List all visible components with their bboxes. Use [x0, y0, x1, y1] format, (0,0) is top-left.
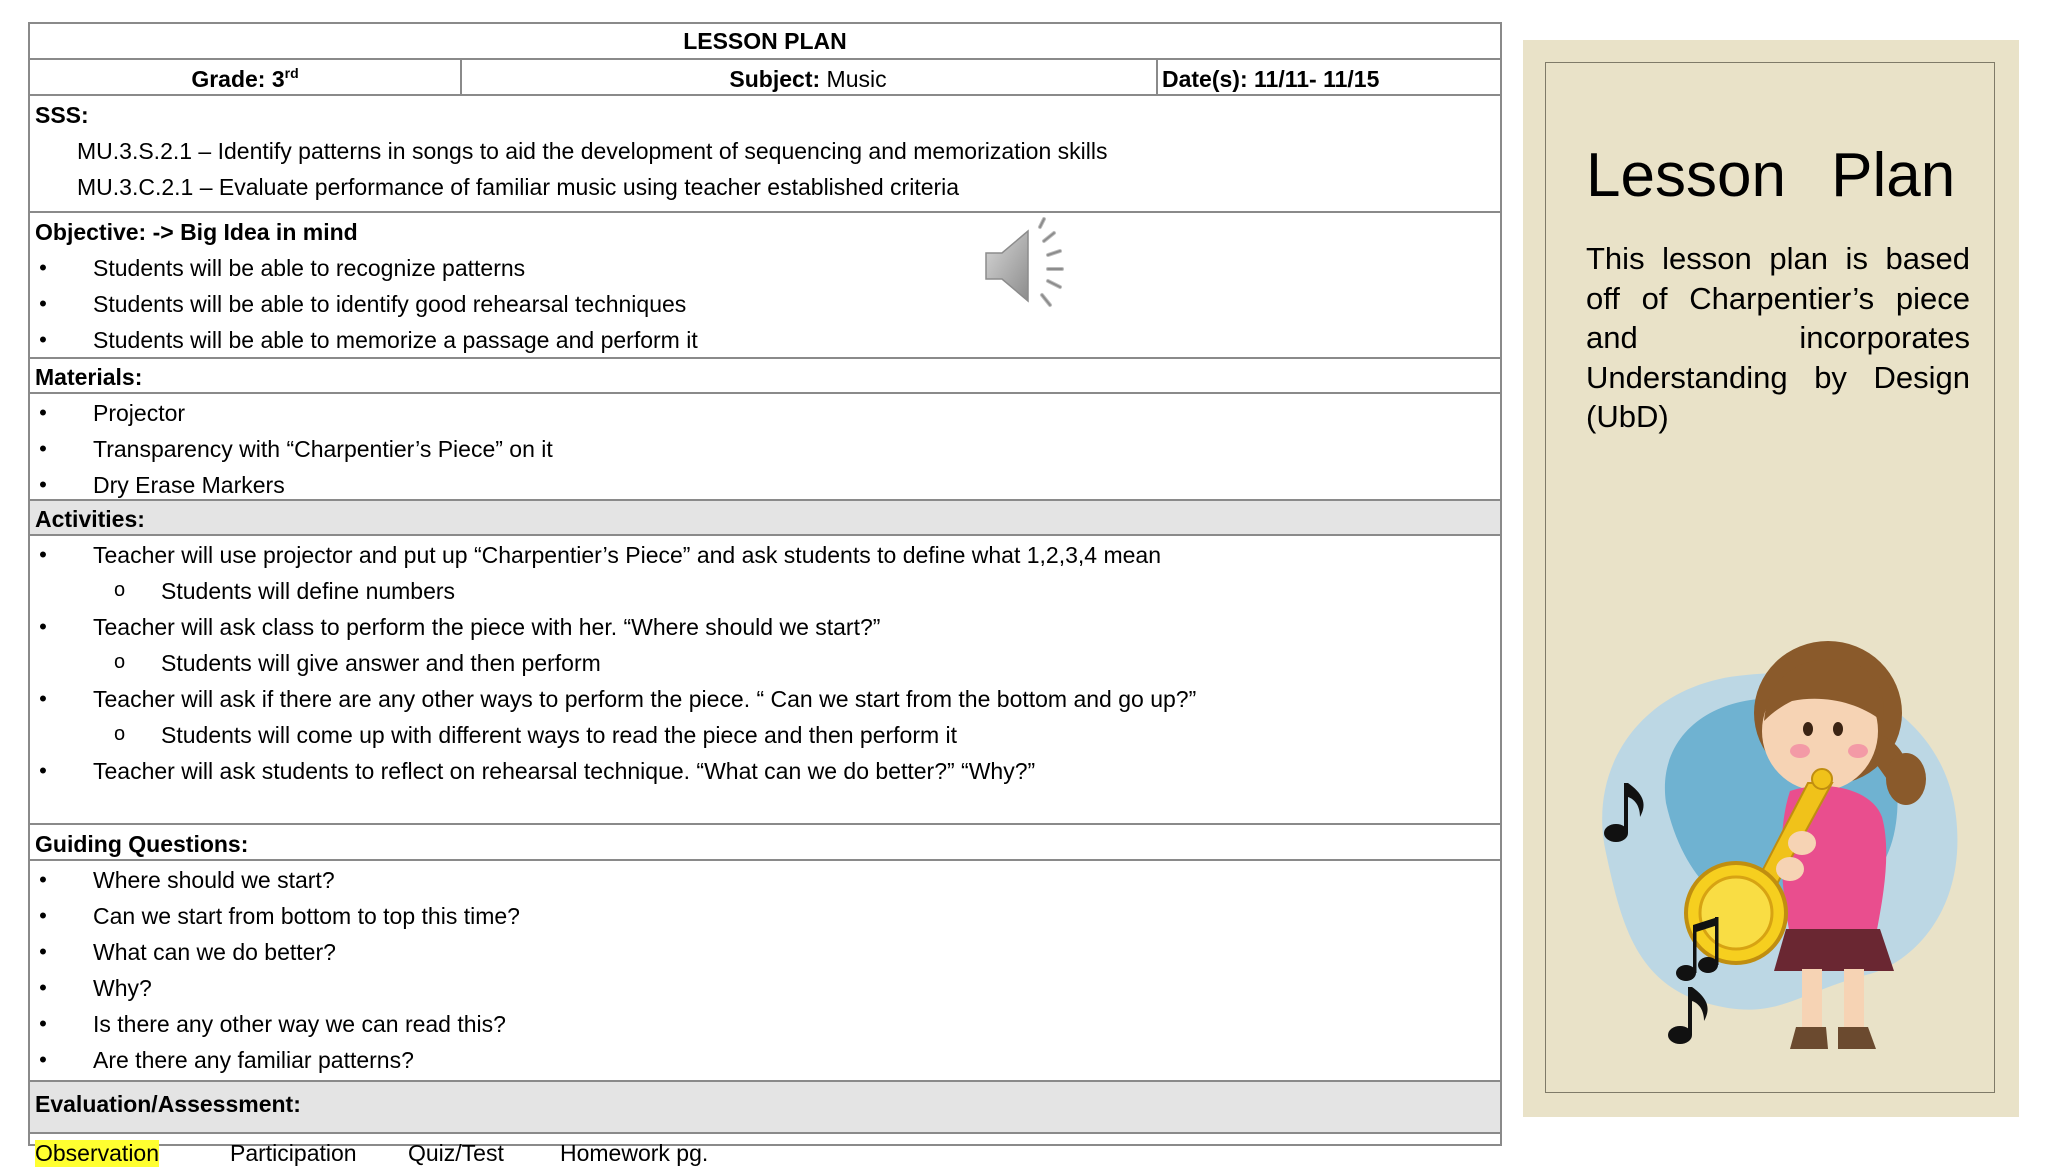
materials-item: Projector	[93, 400, 186, 426]
sss-heading: SSS:	[35, 102, 89, 128]
activity-item: Teacher will ask if there are any other ways to perform the piece. “ Can we start from the bottom and go up?”	[93, 686, 1197, 712]
sub-bullet: o	[114, 651, 126, 673]
activity-item: Teacher will use projector and put up “Charpentier’s Piece” and ask students to define what 1,2,3,4 mean	[93, 542, 1161, 568]
cell-divider	[1156, 60, 1158, 94]
activity-sub-item: Students will define numbers	[161, 578, 456, 604]
evaluation-option-homework: Homework pg.	[560, 1140, 709, 1166]
sss-standard: MU.3.S.2.1 – Identify patterns in songs to aid the development of sequencing and memorization skills	[77, 138, 1108, 164]
evaluation-options-row	[30, 1132, 1500, 1168]
bullet: •	[39, 975, 47, 1000]
guiding-question: Why?	[93, 975, 152, 1001]
bullet: •	[39, 255, 47, 280]
materials-heading: Materials:	[35, 364, 143, 390]
objective-section	[30, 211, 1500, 357]
evaluation-option-observation: Observation	[35, 1140, 160, 1166]
bullet: •	[39, 939, 47, 964]
side-panel-title: Lesson Plan	[1586, 141, 1956, 210]
speaker-icon[interactable]	[978, 217, 1074, 313]
evaluation-heading: Evaluation/Assessment:	[35, 1091, 301, 1117]
materials-section	[30, 392, 1500, 499]
evaluation-option-participation: Participation	[230, 1140, 357, 1166]
bullet: •	[39, 436, 47, 461]
guiding-question: Can we start from bottom to top this time?	[93, 903, 520, 929]
lesson-plan-table	[28, 22, 1502, 1166]
bullet: •	[39, 472, 47, 497]
evaluation-option-quiz-test: Quiz/Test	[408, 1140, 504, 1166]
bullet: •	[39, 758, 47, 783]
bullet: •	[39, 1011, 47, 1036]
sub-bullet: o	[114, 723, 126, 745]
materials-heading-row	[30, 357, 1500, 392]
guiding-questions-heading-row	[30, 823, 1500, 859]
bullet: •	[39, 1047, 47, 1072]
grade-cell	[30, 65, 460, 92]
grade-superscript: rd	[284, 65, 299, 81]
title-row	[30, 24, 1500, 58]
activity-sub-item: Students will give answer and then perform	[161, 650, 601, 676]
side-panel-frame	[1545, 62, 1995, 1093]
bullet: •	[39, 542, 47, 567]
subject-cell	[460, 68, 1156, 91]
activity-item: Teacher will ask students to reflect on rehearsal technique. “What can we do better?” “Why?”	[93, 758, 1036, 784]
activity-sub-item: Students will come up with different ways to read the piece and then perform it	[161, 722, 958, 748]
activity-item: Teacher will ask class to perform the piece with her. “Where should we start?”	[93, 614, 881, 640]
sss-standard: MU.3.C.2.1 – Evaluate performance of familiar music using teacher established criteria	[77, 174, 960, 200]
objective-item: Students will be able to identify good rehearsal techniques	[93, 291, 687, 317]
bullet: •	[39, 327, 47, 352]
guiding-question: Where should we start?	[93, 867, 335, 893]
materials-item: Dry Erase Markers	[93, 472, 285, 498]
guiding-question: Is there any other way we can read this?	[93, 1011, 506, 1037]
side-panel	[1523, 40, 2019, 1117]
objective-item: Students will be able to memorize a passage and perform it	[93, 327, 698, 353]
lesson-plan-title: LESSON PLAN	[683, 28, 847, 54]
side-panel-description: This lesson plan is based off of Charpentier’s piece and incorporates Understanding by Design (UbD)	[1586, 241, 1970, 434]
dates-cell: Date(s): 11/11- 11/15	[1162, 66, 1380, 92]
guiding-questions-heading: Guiding Questions:	[35, 831, 249, 857]
bullet: •	[39, 686, 47, 711]
guiding-question: Are there any familiar patterns?	[93, 1047, 414, 1073]
activities-section	[30, 534, 1500, 823]
bullet: •	[39, 291, 47, 316]
subject-value: Music	[826, 66, 887, 92]
bullet: •	[39, 867, 47, 892]
sss-section	[30, 94, 1500, 211]
bullet: •	[39, 903, 47, 928]
header-row	[30, 58, 1500, 94]
activities-heading: Activities:	[35, 506, 145, 532]
grade-label: Grade: 3	[191, 66, 285, 92]
guiding-questions-section	[30, 859, 1500, 1080]
objective-item: Students will be able to recognize patterns	[93, 255, 526, 281]
activities-heading-row	[30, 499, 1500, 534]
evaluation-heading-row	[30, 1080, 1500, 1132]
girl-playing-trumpet-illustration	[1576, 603, 1976, 1078]
bullet: •	[39, 614, 47, 639]
guiding-question: What can we do better?	[93, 939, 336, 965]
subject-label: Subject:	[729, 66, 821, 92]
bullet: •	[39, 400, 47, 425]
sub-bullet: o	[114, 579, 126, 601]
materials-item: Transparency with “Charpentier’s Piece” on it	[93, 436, 553, 462]
objective-heading: Objective: -> Big Idea in mind	[35, 219, 358, 245]
